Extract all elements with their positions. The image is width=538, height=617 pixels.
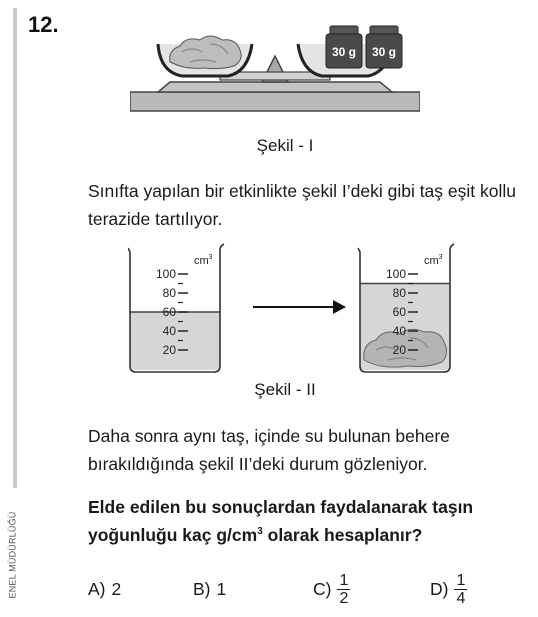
- option-d[interactable]: [430, 567, 467, 611]
- beaker-after: [358, 244, 454, 372]
- arrow: [253, 300, 346, 314]
- balance-scale-figure: [130, 22, 420, 114]
- question-text-end: olarak hesaplanır?: [262, 525, 423, 545]
- option-d-fraction: [454, 572, 467, 607]
- figure2-caption: Şekil - II: [254, 380, 316, 399]
- question-text-main: Elde edilen bu sonuçlardan faydalanarak taşın yoğunluğu kaç g/cm: [88, 497, 474, 545]
- weight-1-label: 30 g: [331, 45, 357, 59]
- option-d-denominator: 4: [456, 589, 466, 607]
- side-label-container: [2, 500, 22, 610]
- weight-2: [366, 26, 402, 68]
- paragraph-1: Sınıfta yapılan bir etkinlikte şekil I’deki gibi taş eşit kollu terazide tartılıyor.: [88, 181, 516, 229]
- option-c-numerator: 1: [339, 571, 349, 589]
- option-c-fraction: [337, 572, 350, 607]
- option-c-label: C): [313, 578, 332, 599]
- beakers-figure: [128, 240, 458, 380]
- scale-label-1-1: 80: [162, 286, 176, 300]
- option-d-numerator: 1: [456, 571, 466, 589]
- side-label: ENEL MÜDÜRLÜĞÜ: [7, 511, 18, 599]
- beaker-before-water: [130, 312, 220, 370]
- scale-label-1-0: 100: [155, 267, 176, 281]
- question-text: [88, 493, 533, 549]
- weight-1: [326, 26, 362, 68]
- option-a-label: A): [88, 578, 106, 599]
- option-b[interactable]: [193, 567, 226, 611]
- option-a[interactable]: [88, 567, 121, 611]
- option-b-value: 1: [216, 578, 227, 599]
- option-d-label: D): [430, 578, 449, 599]
- paragraph-2: Daha sonra aynı taş, içinde su bulunan behere bırakıldığında şekil II’deki durum gözleniyor.: [88, 426, 450, 474]
- beaker-before-unit: $cm^3$: [194, 254, 213, 267]
- scale-label-1-2: 60: [162, 305, 176, 319]
- option-c-denominator: 2: [339, 589, 349, 607]
- scale-label-2-0: 100: [385, 267, 406, 281]
- scale-label-2-3: 40: [392, 324, 406, 338]
- scale-base: [130, 92, 420, 111]
- option-a-value: 2: [111, 578, 122, 599]
- option-c[interactable]: [313, 567, 350, 611]
- side-bar: [13, 8, 17, 488]
- scale-label-1-3: 40: [162, 324, 176, 338]
- scale-body: [158, 82, 392, 92]
- question-number: 12.: [28, 12, 59, 37]
- stone: [170, 36, 241, 69]
- scale-label-1-4: 20: [162, 343, 176, 357]
- scale-label-2-4: 20: [392, 343, 406, 357]
- beaker-after-unit: $cm^3$: [424, 254, 443, 267]
- weight-2-label: 30 g: [371, 45, 397, 59]
- figure1-caption: Şekil - I: [256, 136, 314, 155]
- scale-label-2-2: 60: [392, 305, 406, 319]
- option-b-label: B): [193, 578, 211, 599]
- scale-label-2-1: 80: [392, 286, 406, 300]
- question-sup: 3: [257, 526, 263, 537]
- beaker-before: [128, 244, 224, 372]
